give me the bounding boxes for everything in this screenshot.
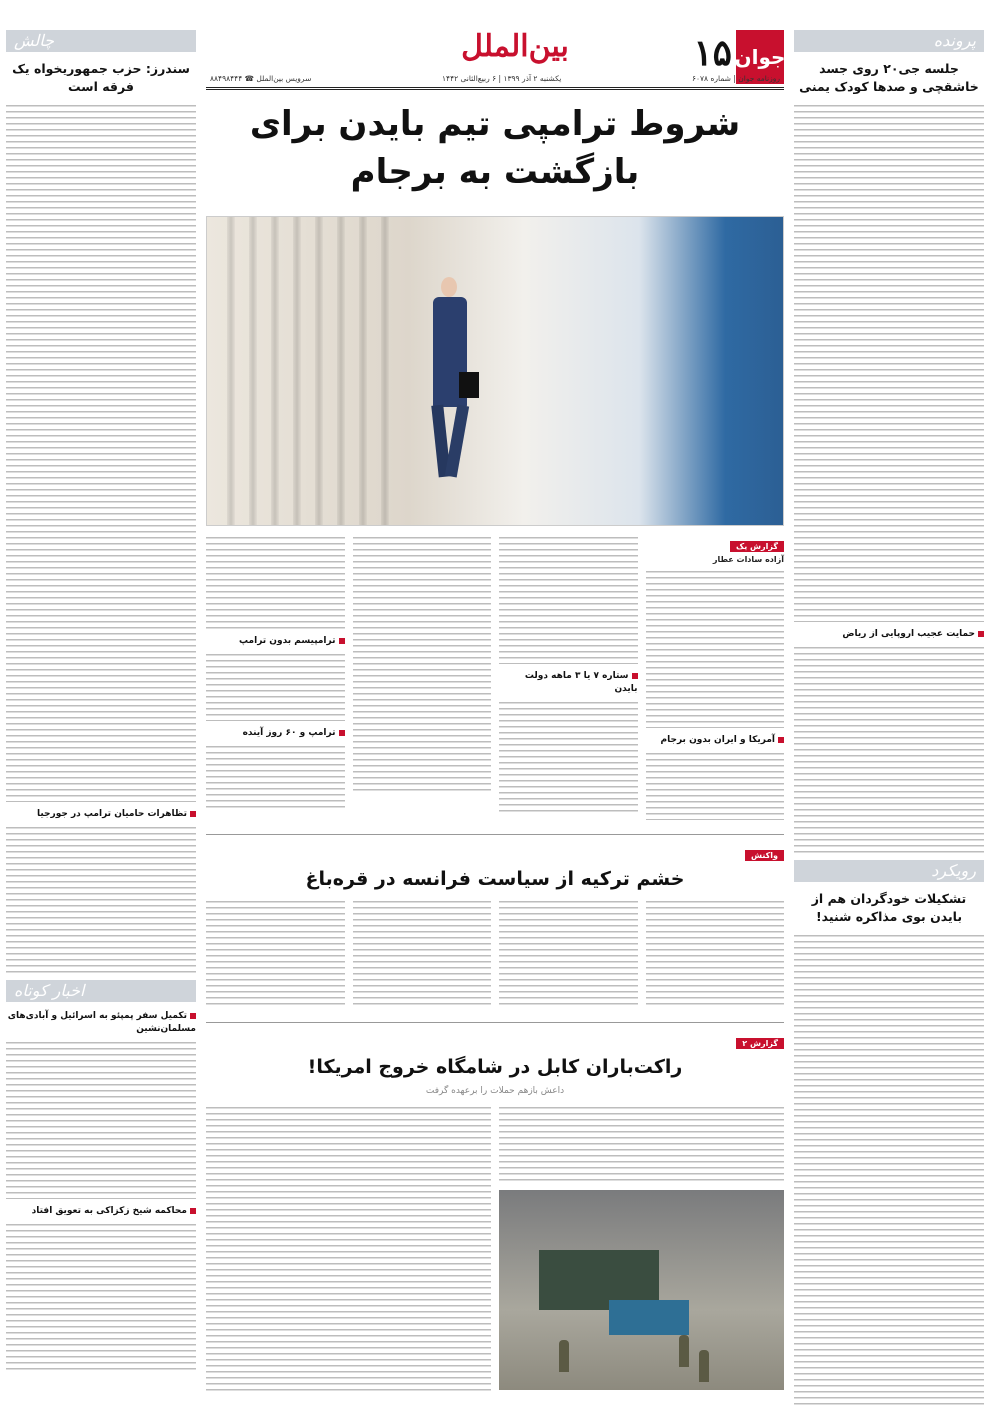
side-headline: سندرز: حزب جمهوریخواه یک فرقه است [12,61,190,94]
body-text [6,1039,196,1199]
section-label: واکنش [745,850,784,861]
section-strip [794,860,984,882]
section-tag: رویکرد [931,861,976,880]
body-text [353,534,492,794]
page-title: بین‌الملل [461,29,569,64]
hero-headline: شروط ترامپی تیم بایدن برای بازگشت به برجام [249,104,741,192]
body-text [794,644,984,854]
subhead: ستاره ۷ یا ۳ ماهه دولت بایدن [499,670,638,696]
page-number: ۱۵ [693,32,732,74]
subhead: حمایت عجیب اروپایی از ریاض [794,628,984,641]
brief-headline: محاکمه شیخ زکزاکی به تعویق افتاد [6,1205,196,1218]
section-label: گزارش یک [730,541,784,552]
body-text [6,102,196,802]
body-text [646,750,785,820]
issue-date: یکشنبه ۲ آذر ۱۳۹۹ | ۶ ربیع‌الثانی ۱۴۴۲ [442,74,562,83]
section-tag: پرونده [933,31,976,50]
brief-headline: تکمیل سفر پمپئو به اسرائیل و آبادی‌های مسلمان‌نشین [7,1011,196,1034]
body-text [499,699,638,814]
subhead: آمریکا و ایران بدون برجام [646,734,785,747]
photo-figure [429,277,469,477]
right-column [794,30,984,1401]
issue-line [206,74,784,83]
body-text [206,534,345,629]
section-tag: اخبار کوتاه [14,981,85,1000]
brand-mark: جوان [736,30,784,84]
section-tag: چالش [14,31,55,50]
lead-article [206,534,784,826]
side-headline: تشکیلات خودگردان هم از بایدن بوی مذاکره شنید! [811,891,967,924]
body-text [794,932,984,1407]
masthead [206,30,784,90]
body-text [499,534,638,664]
desk-phone: سرویس بین‌الملل ☎ ۸۸۴۹۸۴۴۴ [210,74,312,83]
body-text [794,102,984,622]
section-label: گزارش ۲ [736,1038,784,1049]
story-3 [206,1031,784,1400]
subhead: تظاهرات حامیان ترامپ در جورجیا [6,808,196,821]
body-text [206,1104,491,1394]
body-text [6,824,196,974]
story-2 [206,843,784,1014]
issue-number: روزنامه جوان | شماره ۶۰۷۸ [691,74,780,83]
byline: آزاده سادات عطار [712,555,784,564]
story-kicker: داعش بازهم حملات را برعهده گرفت [425,1086,565,1096]
body-text [206,743,345,808]
story-headline: راکت‌باران کابل در شامگاه خروج امریکا! [307,1056,683,1078]
side-headline: جلسه جی۲۰ روی جسد خاشقچی و صدها کودک یمنی [799,61,979,94]
section-strip [6,30,196,52]
kabul-photo [499,1190,784,1390]
section-strip [6,980,196,1002]
body-text [206,651,345,721]
hero-photo [206,216,784,526]
body-text [646,568,785,728]
body-text [6,1221,196,1371]
left-column [6,30,196,1401]
subhead: ترامپیسم بدون ترامپ [206,635,345,648]
story-headline: خشم ترکیه از سیاست فرانسه در قره‌باغ [305,868,685,890]
section-strip [794,30,984,52]
subhead: ترامپ و ۶۰ روز آینده [206,727,345,740]
main-column [206,30,784,1401]
